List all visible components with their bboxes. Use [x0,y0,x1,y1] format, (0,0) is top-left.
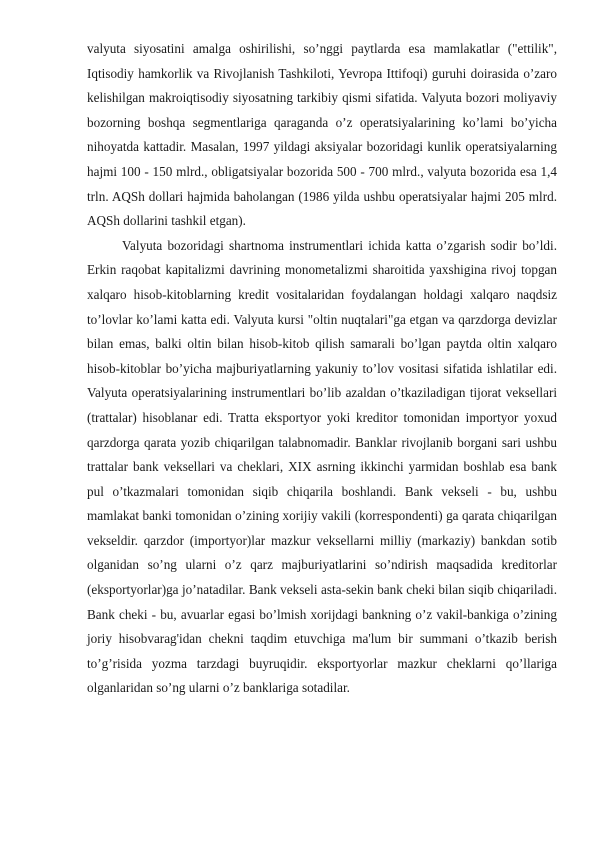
paragraph-1: valyuta siyosatini amalga oshirilishi, so’nggi paytlarda esa mamlakatlar ("ettilik", Iqtisodiy hamkorlik va Rivojlanish Tashkiloti, Yevropa Ittifoqi) guruhi doirasida o’zaro kelishilgan makroiqtisodiy siyosatning tarkibiy qismi sifatida. Valyuta bozori moliyaviy bozorning boshqa segmentlariga qaraganda o’z operatsiyalarining ko’lami bo’yicha nihoyatda kattadir. Masalan, 1997 yildagi aksiyalar bozoridagi kunlik operatsiyalarning hajmi 100 - 150 mlrd., obligatsiyalar bozorida 500 - 700 mlrd., valyuta bozorida esa 1,4 trln. AQSh dollari hajmida baholangan (1986 yilda ushbu operatsiyalar hajmi 205 mlrd. AQSh dollarini tashkil etgan). [87,41,557,229]
paragraph-2: Valyuta bozoridagi shartnoma instrumentlari ichida katta o’zgarish sodir bo’ldi. Erkin raqobat kapitalizmi davrining monometalizmi sharoitida yaxshigina rivoj topgan xalqaro hisob-kitoblarning kredit vositalaridan foydalangan holdagi xalqaro naqdsiz to’lovlar ko’lami katta edi. Valyuta kursi "oltin nuqtalari"ga etgan va qarzdorga devizlar bilan emas, balki oltin bilan hisob-kitob qilish samarali bo’lgan paytda oltin xalqaro hisob-kitoblar bo’yicha majburiyatlarning yakuniy to’lov vositasi sifatida ishlatilar edi. Valyuta operatsiyalarining instrumentlari bo’lib azaldan o’tkaziladigan tijorat veksellari (trattalar) hisoblanar edi. Tratta eksportyor yoki kreditor tomonidan importyor yoxud qarzdorga qarata yozib chiqarilgan talabnomadir. Banklar rivojlanib borgani sari ushbu trattalar bank veksellari va cheklari, XIX asrning ikkinchi yarmidan boshlab esa bank pul o’tkazmalari tomonidan siqib chiqarila boshlandi. Bank vekseli - bu, ushbu mamlakat banki tomonidan o’zining xorijiy vakili (korrespondenti) ga qarata chiqarilgan vekseldir. qarzdor (importyor)lar mazkur veksellarni milliy (markaziy) bankdan sotib olganidan so’ng ularni o’z qarz majburiyatlarini so’ndirish maqsadida kreditorlar (eksportyorlar)ga jo’natadilar. Bank vekseli asta-sekin bank cheki bilan siqib chiqariladi. Bank cheki - bu, avuarlar egasi bo’lmish xorijdagi bankning o’z vakil-bankiga o’zining joriy hisobvarag'idan chekni taqdim etuvchiga ma'lum bir summani o’tkazib berish to’g’risida yozma tarzdagi buyruqidir. eksportyorlar mazkur cheklarni qo’llariga olganlaridan so’ng ularni o’z banklariga sotadilar. [87,237,557,696]
body-text [87,37,557,701]
